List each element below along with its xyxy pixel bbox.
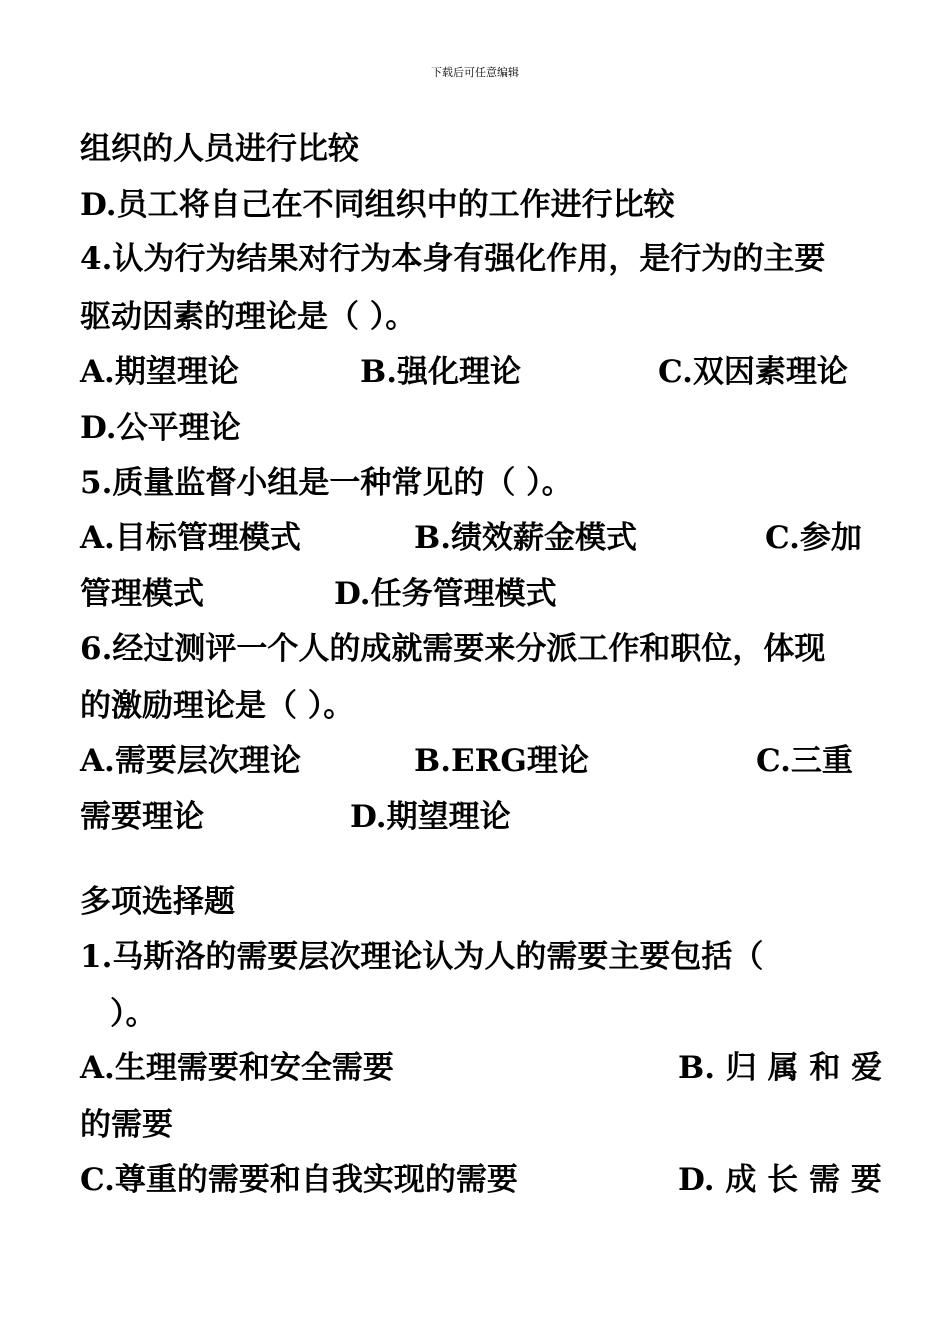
- option-c: C.双因素理论: [658, 354, 848, 390]
- option-c: C.三重: [756, 743, 853, 779]
- question-4-stem-cont: 驱动因素的理论是（ ）。: [80, 299, 417, 335]
- option-c-cont: 需要理论: [80, 799, 204, 835]
- page-header-note: 下载后可任意编辑: [431, 66, 519, 79]
- section-heading-multiple-choice: 多项选择题: [80, 884, 235, 920]
- option-a: A.需要层次理论: [80, 743, 301, 779]
- question-1-stem: 1.马斯洛的需要层次理论认为人的需要主要包括（: [80, 939, 764, 975]
- option-line-d: D.员工将自己在不同组织中的工作进行比较: [80, 187, 675, 223]
- option-b: B. 归 属 和 爱: [678, 1050, 883, 1086]
- option-c: C.尊重的需要和自我实现的需要: [80, 1162, 518, 1198]
- option-b: B.强化理论: [360, 354, 521, 390]
- option-d: D. 成 长 需 要: [678, 1162, 882, 1198]
- question-6-stem-cont: 的激励理论是（ ）。: [80, 688, 355, 724]
- question-1-stem-cont: ）。: [110, 996, 157, 1032]
- option-d: D.任务管理模式: [334, 576, 557, 612]
- option-c: C.参加: [765, 520, 862, 556]
- option-b: B.绩效薪金模式: [414, 520, 637, 556]
- option-d: D.期望理论: [350, 799, 511, 835]
- text-line: 组织的人员进行比较: [80, 131, 359, 167]
- option-a: A.生理需要和安全需要: [80, 1050, 394, 1086]
- option-b: B.ERG理论: [414, 743, 589, 779]
- question-5-stem: 5.质量监督小组是一种常见的（ ）。: [80, 465, 573, 501]
- option-a: A.期望理论: [80, 354, 239, 390]
- question-6-stem: 6.经过测评一个人的成就需要来分派工作和职位，体现: [80, 631, 826, 667]
- option-line-d: D.公平理论: [80, 410, 241, 446]
- question-4-stem: 4.认为行为结果对行为本身有强化作用，是行为的主要: [80, 241, 826, 277]
- option-a: A.目标管理模式: [80, 520, 301, 556]
- option-b-cont: 的需要: [80, 1107, 173, 1143]
- option-c-cont: 管理模式: [80, 576, 204, 612]
